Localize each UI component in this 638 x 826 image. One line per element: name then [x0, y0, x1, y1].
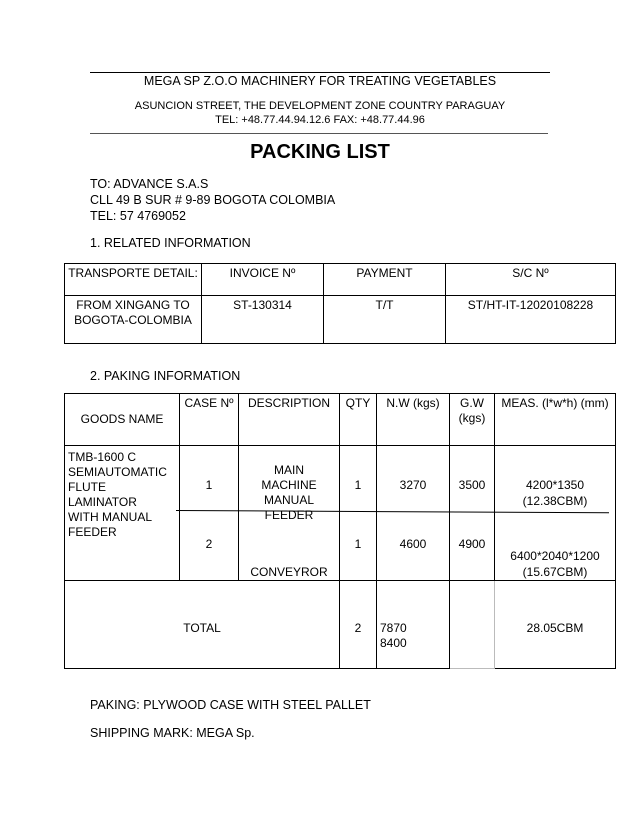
cell-goods-name	[65, 446, 180, 581]
recipient-tel: TEL: 57 4769052	[90, 209, 186, 223]
header-bottom-rule	[90, 133, 548, 134]
cbm-2: (15.67CBM)	[522, 565, 588, 579]
company-address: ASUNCION STREET, THE DEVELOPMENT ZONE COUNTRY PARAGUAY	[134, 100, 506, 112]
header-transport: TRANSPORTE DETAIL:	[65, 264, 202, 296]
cell-invoice: ST-130314	[202, 296, 324, 344]
header-meas: MEAS. (l*w*h) (mm)	[495, 394, 616, 446]
header-goods	[65, 394, 180, 446]
goods-name-text: TMB-1600 C SEMIAUTOMATIC FLUTE LAMINATOR WITH MANUAL FEEDER	[68, 450, 167, 539]
nw-1: 3270	[399, 478, 427, 492]
cell-case	[180, 446, 239, 581]
cell-total-label	[65, 581, 340, 669]
packing-note: PAKING: PLYWOOD CASE WITH STEEL PALLET	[90, 698, 371, 712]
total-gw: 8400	[380, 636, 407, 650]
header-description: DESCRIPTION	[239, 394, 340, 446]
page-title: PACKING LIST	[250, 141, 390, 163]
total-nw: 7870	[380, 621, 407, 635]
cell-total-meas	[495, 581, 616, 669]
gw-2: 4900	[458, 537, 486, 551]
header-qty: QTY	[340, 394, 377, 446]
header-nw: N.W (kgs)	[377, 394, 450, 446]
header-invoice: INVOICE Nº	[202, 264, 324, 296]
cell-qty	[340, 446, 377, 581]
case-2: 2	[205, 537, 213, 551]
shipping-mark: SHIPPING MARK: MEGA Sp.	[90, 726, 255, 740]
header-top-rule	[90, 72, 550, 73]
cell-description	[239, 446, 340, 581]
nw-2: 4600	[399, 537, 427, 551]
cell-transport: FROM XINGANG TO BOGOTA-COLOMBIA	[65, 296, 202, 344]
company-name: MEGA SP Z.O.O MACHINERY FOR TREATING VEGETABLES	[143, 74, 497, 88]
company-contact: TEL: +48.77.44.94.12.6 FAX: +48.77.44.96	[215, 114, 425, 126]
cell-payment: T/T	[324, 296, 446, 344]
header-sc: S/C Nº	[446, 264, 616, 296]
recipient-to: TO: ADVANCE S.A.S	[90, 177, 209, 191]
description-1: MAIN MACHINE MANUAL FEEDER	[261, 463, 317, 522]
description-2: CONVEYROR	[250, 565, 328, 579]
section1-heading: 1. RELATED INFORMATION	[90, 236, 251, 250]
cell-total-qty	[340, 581, 377, 669]
qty-1: 1	[354, 478, 362, 492]
meas-2: 6400*2040*1200	[510, 549, 600, 563]
recipient-address: CLL 49 B SUR # 9-89 BOGOTA COLOMBIA	[90, 193, 336, 207]
total-meas: 28.05CBM	[526, 621, 584, 635]
header-gw: G.W (kgs)	[450, 394, 495, 446]
cbm-1: (12.38CBM)	[522, 494, 588, 508]
cell-gw	[450, 446, 495, 581]
related-info-table	[64, 263, 616, 344]
header-payment: PAYMENT	[324, 264, 446, 296]
gw-1: 3500	[458, 478, 486, 492]
packing-info-table	[64, 393, 616, 669]
meas-1: 4200*1350	[525, 478, 585, 492]
total-label: TOTAL	[183, 621, 221, 635]
total-qty: 2	[354, 621, 362, 635]
cell-total-gw-empty	[450, 581, 495, 669]
case-1: 1	[205, 478, 213, 492]
cell-total-weights	[377, 581, 450, 669]
cell-sc: ST/HT-IT-12020108228	[446, 296, 616, 344]
qty-2: 1	[354, 537, 362, 551]
section2-heading: 2. PAKING INFORMATION	[90, 369, 241, 383]
cell-nw	[377, 446, 450, 581]
header-case: CASE Nº	[180, 394, 239, 446]
header-goods-label: GOODS NAME	[80, 412, 164, 426]
